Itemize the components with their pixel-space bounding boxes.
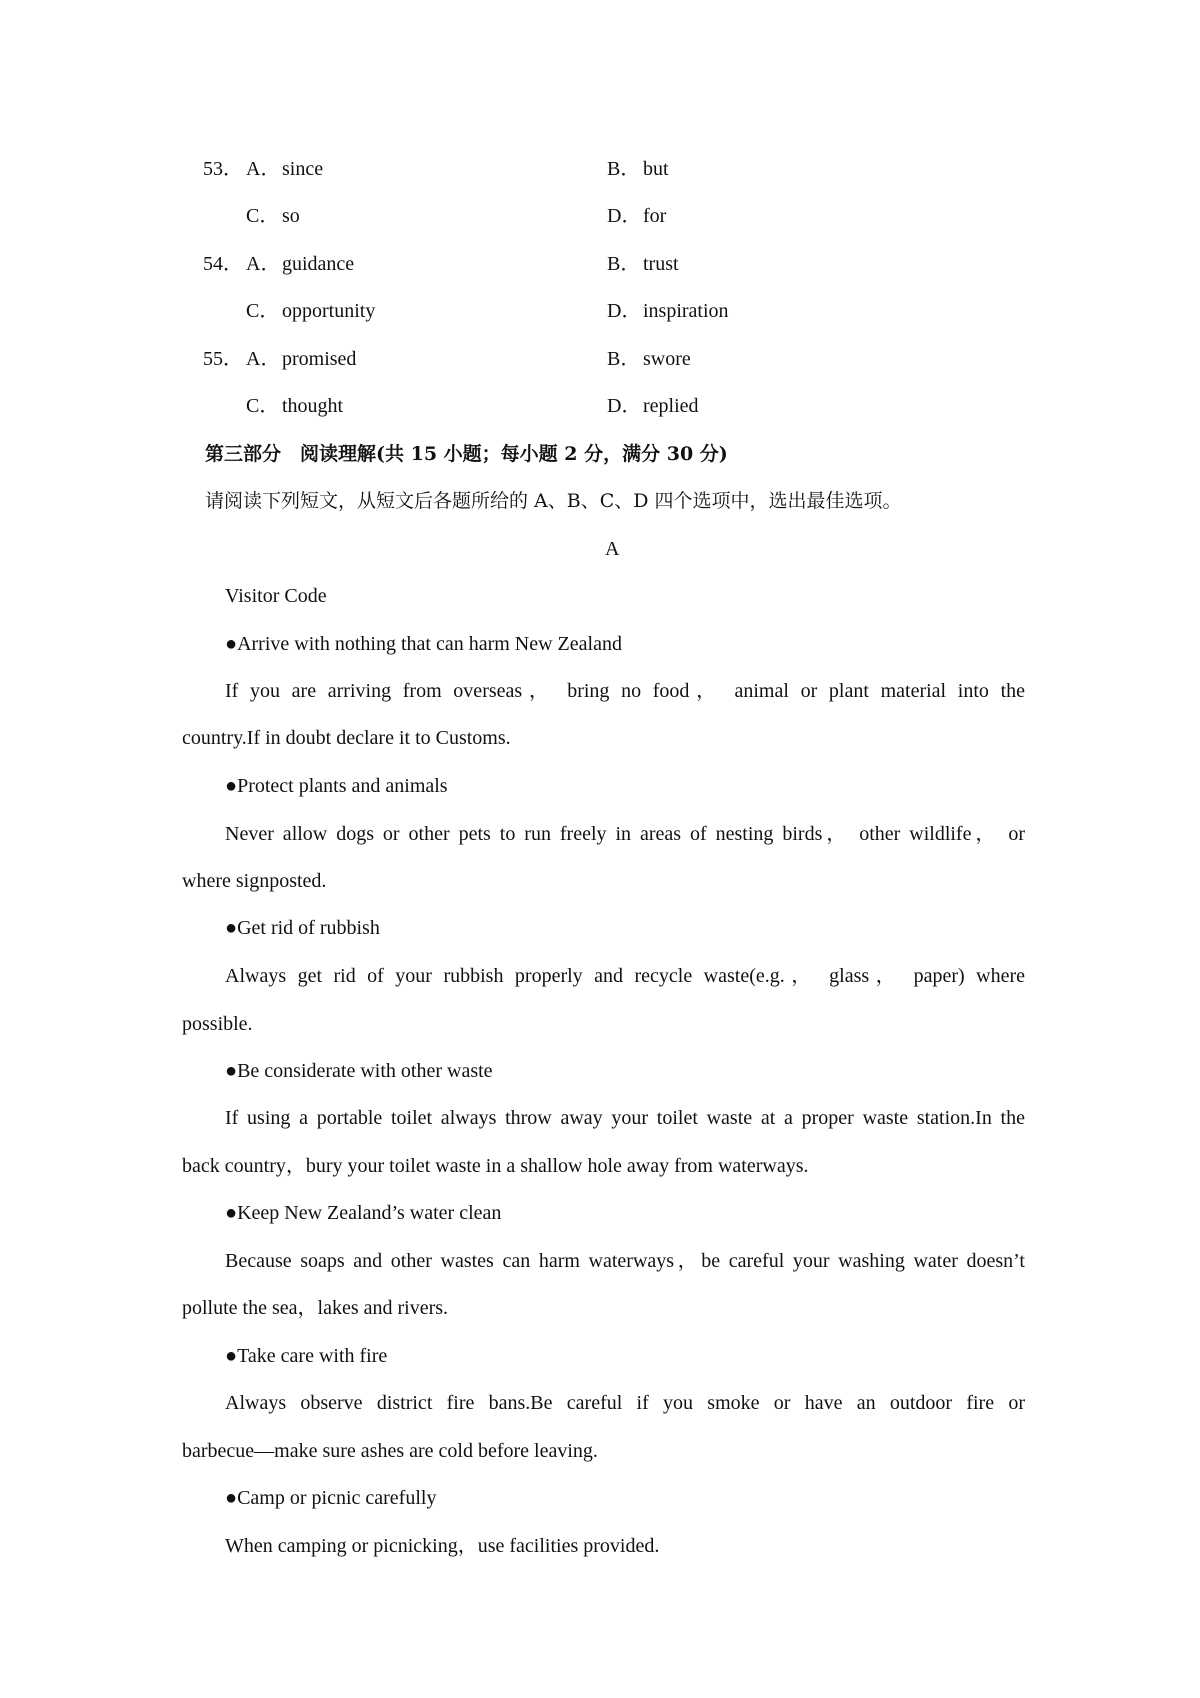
option-text: but	[643, 158, 669, 180]
bullet-heading: ●Get rid of rubbish	[225, 917, 380, 939]
paragraph-line: Always observe district fire bans.Be careful if you smoke or have an outdoor fire or	[225, 1392, 1025, 1414]
passage-label: A	[605, 538, 620, 560]
option-text: swore	[643, 348, 691, 370]
option-letter: A．	[246, 253, 281, 275]
paragraph-line: When camping or picnicking，use facilities provided.	[225, 1535, 660, 1557]
option-text: guidance	[282, 253, 355, 275]
option-letter: D．	[607, 205, 642, 227]
option-text: opportunity	[282, 300, 376, 322]
option-text: promised	[282, 348, 357, 370]
bullet-heading: ●Protect plants and animals	[225, 775, 448, 797]
paragraph-line: where signposted.	[182, 870, 327, 892]
option-letter: B．	[607, 253, 641, 275]
option-letter: B．	[607, 158, 641, 180]
bullet-heading: ●Arrive with nothing that can harm New Zealand	[225, 633, 622, 655]
option-letter: A．	[246, 348, 281, 370]
option-letter: D．	[607, 395, 642, 417]
paragraph-line: If using a portable toilet always throw away your toilet waste at a proper waste station.In the	[225, 1107, 1025, 1129]
bullet-heading: ●Keep New Zealand’s water clean	[225, 1202, 502, 1224]
option-text: since	[282, 158, 324, 180]
question-number: 54．	[203, 253, 243, 275]
question-number: 53．	[203, 158, 243, 180]
section-instruction: 请阅读下列短文，从短文后各题所给的 A、B、C、D 四个选项中，选出最佳选项。	[205, 490, 902, 512]
passage-heading: Visitor Code	[225, 585, 327, 607]
option-letter: D．	[607, 300, 642, 322]
paragraph-line: pollute the sea，lakes and rivers.	[182, 1297, 449, 1319]
paragraph-line: Because soaps and other wastes can harm waterways，be careful your washing water doesn’t	[225, 1250, 1025, 1272]
paragraph-line: possible.	[182, 1013, 253, 1035]
bullet-heading: ●Be considerate with other waste	[225, 1060, 493, 1082]
paragraph-line: back country，bury your toilet waste in a shallow hole away from waterways.	[182, 1155, 809, 1177]
paragraph-line: Always get rid of your rubbish properly and recycle waste(e.g.， glass， paper) where	[225, 965, 1025, 987]
option-text: so	[282, 205, 300, 227]
option-letter: A．	[246, 158, 281, 180]
option-letter: C．	[246, 300, 280, 322]
paragraph-line: country.If in doubt declare it to Customs.	[182, 727, 511, 749]
paragraph-line: barbecue—make sure ashes are cold before leaving.	[182, 1440, 598, 1462]
option-letter: B．	[607, 348, 641, 370]
section-title: 第三部分 阅读理解(共 15 小题；每小题 2 分，满分 30 分)	[205, 443, 728, 465]
question-number: 55．	[203, 348, 243, 370]
option-text: replied	[643, 395, 699, 417]
option-letter: C．	[246, 205, 280, 227]
option-letter: C．	[246, 395, 280, 417]
option-text: inspiration	[643, 300, 729, 322]
option-text: trust	[643, 253, 679, 275]
option-text: for	[643, 205, 667, 227]
bullet-heading: ●Take care with fire	[225, 1345, 388, 1367]
option-text: thought	[282, 395, 344, 417]
bullet-heading: ●Camp or picnic carefully	[225, 1487, 437, 1509]
paragraph-line: If you are arriving from overseas， bring no food， animal or plant material into the	[225, 680, 1025, 702]
paragraph-line: Never allow dogs or other pets to run freely in areas of nesting birds， other wildlife， or	[225, 823, 1025, 845]
